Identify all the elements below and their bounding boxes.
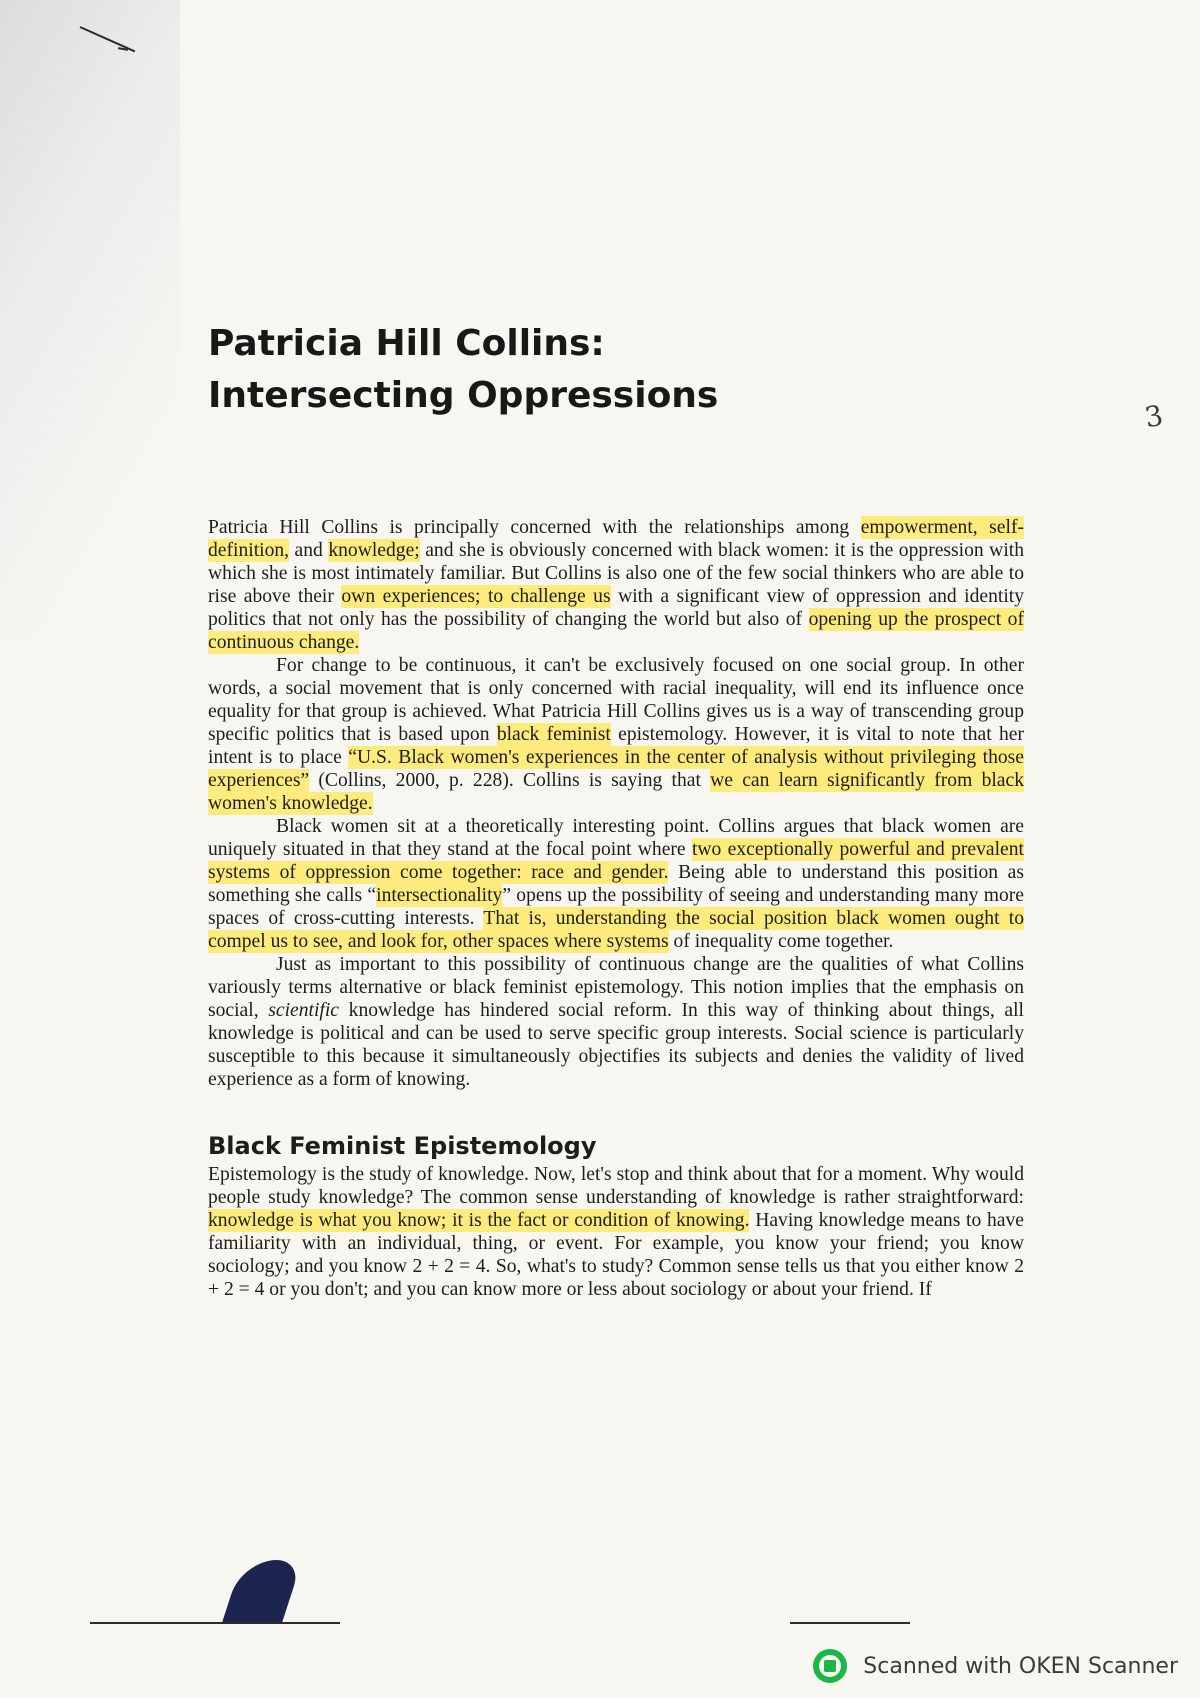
text-run: scientific: [268, 1000, 339, 1021]
text-run: knowledge has hindered social reform. In this way of thinking about things, all knowledge is political and can be used to serve specific group interests. Social science is particularly susceptible to this because it simultaneously objectifies its subjects and denies the validity of lived experience as a form of knowing.: [208, 1000, 1024, 1090]
oken-scanner-logo-icon: [811, 1646, 851, 1686]
text-run: ” opens up the possibility of seeing and understanding many more spaces of cross-cutting interests.: [208, 885, 1024, 929]
highlighted-text: empowerment, self-definition,: [208, 517, 1024, 561]
text-run: of inequality come together.: [668, 931, 894, 952]
text-run: epistemology. However, it is vital to note that her intent is to place: [208, 724, 1024, 768]
text-run: Having knowledge means to have familiarity with an individual, thing, or event. For example, you know your friend; you know sociology; and you know 2 + 2 = 4. So, what's to study? Common sense tells us that you either know 2 + 2 = 4 or you don't; and you can know more or less about sociology or about your friend. If: [208, 1210, 1024, 1300]
page-title: [208, 318, 1024, 422]
text-run: Epistemology is the study of knowledge. Now, let's stop and think about that for a moment. Why would people study knowledge? The common sense understanding of knowledge is rather straightforward:: [208, 1164, 1024, 1208]
scanner-label: Scanned with OKEN Scanner: [863, 1653, 1178, 1679]
paragraph: [208, 654, 1024, 815]
highlighted-text: intersectionality: [376, 885, 503, 906]
body-text: [208, 516, 1024, 1301]
highlighted-text: knowledge is what you know; it is the fact or condition of knowing.: [208, 1210, 750, 1231]
highlighted-text: two exceptionally powerful and prevalent systems of oppression come together: race and gender.: [208, 839, 1024, 883]
text-run: Patricia Hill Collins is principally concerned with the relationships among: [208, 517, 861, 538]
paragraph: [208, 1163, 1024, 1301]
highlighted-text: own experiences; to challenge us: [341, 586, 611, 607]
paragraph: [208, 516, 1024, 654]
highlighted-text: we can learn significantly from black women's knowledge.: [208, 770, 1024, 814]
text-run: Black women sit at a theoretically interesting point. Collins argues that black women are uniquely situated in that they stand at the focal point where: [208, 816, 1024, 860]
scan-edge-line-right: [790, 1622, 910, 1624]
title-line-1: Patricia Hill Collins:: [208, 323, 605, 364]
paragraph: [208, 815, 1024, 953]
document-page: [208, 318, 1024, 1301]
page-fold-shadow: [0, 0, 180, 640]
text-run: and: [289, 540, 329, 561]
highlighted-text: black feminist: [496, 724, 611, 745]
highlighted-text: opening up the prospect of continuous change.: [208, 609, 1024, 653]
text-run: (Collins, 2000, p. 228). Collins is saying that: [309, 770, 711, 791]
text-run: and she is obviously concerned with black women: it is the oppression with which she is most intimately familiar. But Collins is also one of the few social thinkers who are able to rise above their: [208, 540, 1025, 607]
paragraph: [208, 953, 1024, 1091]
text-run: Being able to understand this position as something she calls “: [208, 862, 1025, 906]
text-run: Just as important to this possibility of continuous change are the qualities of what Collins variously terms alternative or black feminist epistemology. This notion implies that the emphasis on social,: [208, 954, 1024, 1021]
section-intro: [208, 516, 1024, 1091]
text-run: For change to be continuous, it can't be exclusively focused on one social group. In other words, a social movement that is only concerned with racial inequality, will end its influence once equality for that group is achieved. What Patricia Hill Collins gives us is a way of transcending group specific politics that is based upon: [208, 655, 1024, 745]
highlighted-text: That is, understanding the social position black women ought to compel us to see, and look for, other spaces where systems: [208, 908, 1024, 952]
scanner-watermark: [811, 1646, 1178, 1686]
handwritten-margin-mark: 3: [1142, 398, 1166, 435]
highlighted-text: “U.S. Black women's experiences in the center of analysis without privileging those experiences”: [208, 747, 1024, 791]
text-run: with a significant view of oppression and identity politics that not only has the possibility of changing the world but also of: [208, 586, 1024, 630]
highlighted-text: knowledge;: [328, 540, 420, 561]
section-heading: Black Feminist Epistemology: [208, 1132, 597, 1160]
title-line-2: Intersecting Oppressions: [208, 375, 719, 416]
scan-edge-line-left: [90, 1622, 340, 1624]
scan-edge-object: [222, 1560, 303, 1624]
section-epistemology: [208, 1163, 1024, 1301]
